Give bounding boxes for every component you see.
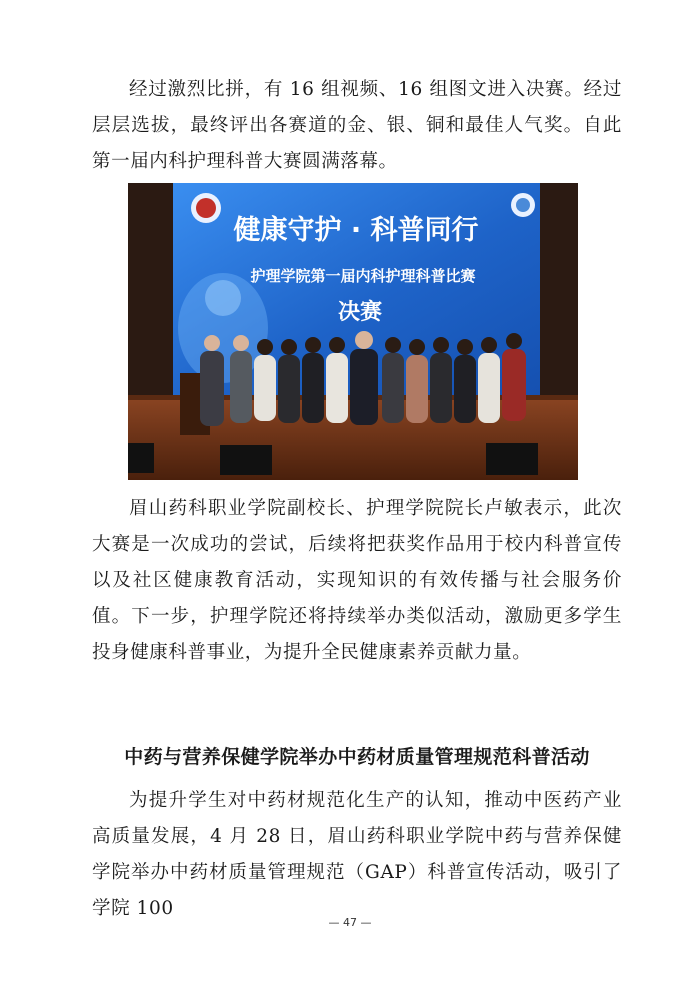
screen-subtitle: 护理学院第一届内科护理科普比赛	[250, 267, 476, 285]
screen-final: 决赛	[337, 300, 383, 325]
paragraph-gap-activity: 为提升学生对中药材规范化生产的认知，推动中医药产业高质量发展，4 月 28 日，眉山药科职业学院中药与营养保健学院举办中药材质量管理规范（GAP）科普宣传活动，吸引了学院 100	[92, 790, 622, 919]
screen-title: 健康守护 · 科普同行	[233, 215, 479, 246]
speaker-center	[220, 445, 272, 475]
paragraph-competition-result: 经过激烈比拼，有 16 组视频、16 组图文进入决赛。经过层层选拔，最终评出各赛道的金、银、铜和最佳人气奖。自此第一届内科护理科普大赛圆满落幕。	[92, 79, 622, 172]
event-photo	[128, 183, 578, 480]
speaker-left	[128, 443, 154, 473]
paragraph-dean-remarks: 眉山药科职业学院副校长、护理学院院长卢敏表示，此次大赛是一次成功的尝试，后续将把获奖作品用于校内科普宣传以及社区健康教育活动，实现知识的有效传播与社会服务价值。下一步，护理学院还将持续举办类似活动，激励更多学生投身健康科普事业，为提升全民健康素养贡献力量。	[92, 498, 622, 663]
page-number: — 47 —	[328, 916, 372, 929]
speaker-right	[486, 443, 538, 475]
section-heading: 中药与营养保健学院举办中药材质量管理规范科普活动	[124, 746, 590, 768]
